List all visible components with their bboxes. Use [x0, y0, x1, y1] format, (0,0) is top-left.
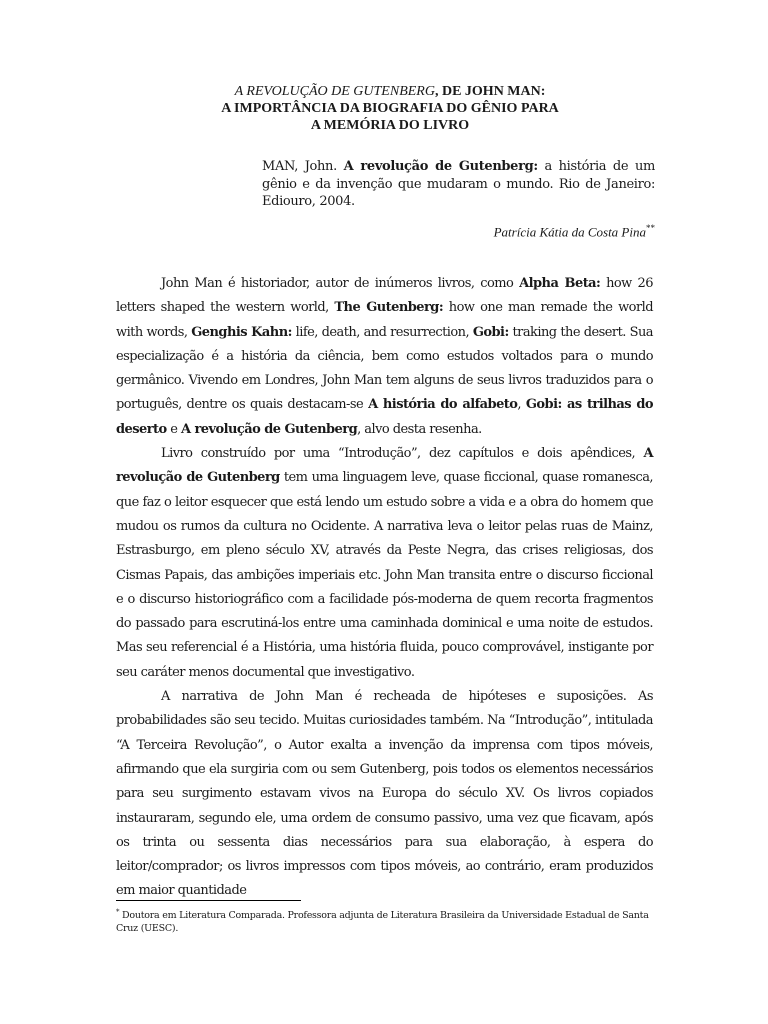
reviewer-name: Patrícia Kátia da Costa Pina**: [493, 223, 655, 240]
title-line-1: A REVOLUÇÃO DE GUTENBERG, DE JOHN MAN:: [234, 84, 546, 99]
footnote-text: Doutora em Literatura Comparada. Professora adjunta de Literatura Brasileira da Universidade Estadual de Santa Cruz (UESC).: [116, 910, 649, 935]
reference-author: MAN, John.: [262, 159, 337, 174]
title-line-2: A IMPORTÂNCIA DA BIOGRAFIA DO GÊNIO PARA: [221, 101, 559, 116]
footnote-divider: [116, 900, 301, 901]
review-body: [116, 272, 653, 904]
paragraph-1: John Man é historiador, autor de inúmeros livros, como Alpha Beta: how 26 letters shaped the western world, The Gutenberg: how one man remade the world with words, Genghis Kahn: life, death, and resurrection, Gobi: traking the desert. Sua especialização é a história da ciência, bem como estudos voltados para o mundo germânico. Vivendo em Londres, John Man tem alguns de seus livros traduzidos para o português, dentre os quais destacam-se A história do alfabeto, Gobi: as trilhas do deserto e A revolução de Gutenberg, alvo desta resenha.: [116, 276, 654, 437]
reviewer-footnote-marker: **: [646, 223, 655, 233]
footnote: [116, 906, 653, 935]
reference-details: a história de um gênio e da invenção que mudaram o mundo. Rio de Janeiro: Ediouro, 2004.: [262, 159, 655, 209]
bibliographic-reference: [262, 158, 655, 211]
paragraph-3: A narrativa de John Man é recheada de hipóteses e suposições. As probabilidades são seu tecido. Muitas curiosidades também. Na “Introdução”, intitulada “A Terceira Revolução”, o Autor exalta a invenção da imprensa com tipos móveis, afirmando que ela surgiria com ou sem Gutenberg, pois todos os elementos necessários para seu surgimento estavam vivos na Europa do século XV. Os livros copiados instauraram, segundo ele, uma ordem de consumo passivo, uma vez que ficavam, após os trinta ou sessenta dias necessários para sua elaboração, à espera do leitor/comprador; os livros impressos com tipos móveis, ao contrário, eram produzidos em maior quantidade: [116, 689, 653, 899]
title-line-3: A MEMÓRIA DO LIVRO: [310, 118, 470, 133]
paragraph-2: Livro construído por uma “Introdução”, dez capítulos e dois apêndices, A revolução de Gutenberg tem uma linguagem leve, quase ficcional, quase romanesca, que faz o leitor esquecer que está lendo um estudo sobre a vida e a obra do homem que mudou os rumos da cultura no Ocidente. A narrativa leva o leitor pelas ruas de Mainz, Estrasburgo, em pleno século XV, através da Peste Negra, das crises religiosas, dos Cismas Papais, das ambições imperiais etc. John Man transita entre o discurso ficcional e o discurso historiográfico com a facilidade pós-moderna de quem recorta fragmentos do passado para escrutiná-los entre uma caminhada dominical e uma noite de estudos. Mas seu referencial é a História, uma história fluida, pouco comprovável, instigante por seu caráter menos documental que investigativo.: [116, 446, 654, 680]
footnote-marker: *: [116, 908, 120, 916]
reference-book-title: A revolução de Gutenberg:: [343, 159, 538, 174]
review-title: [120, 83, 660, 134]
title-book-name: A REVOLUÇÃO DE GUTENBERG: [234, 84, 435, 99]
